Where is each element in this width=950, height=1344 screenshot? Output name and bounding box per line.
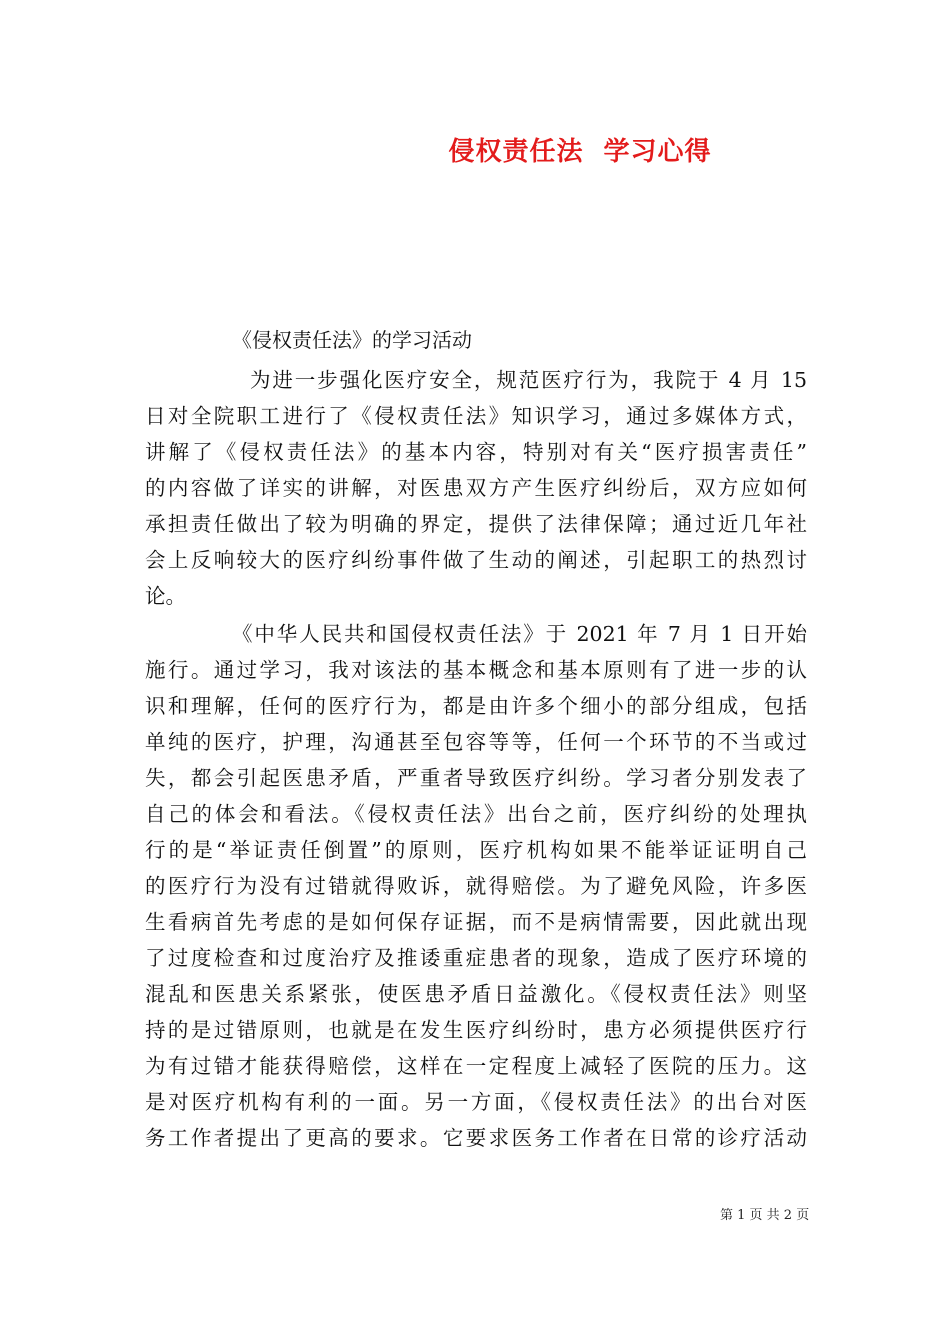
paragraph-line: 持的是过错原则，也就是在发生医疗纠纷时，患方必须提供医疗行 <box>145 1018 807 1042</box>
paragraph-line: 自己的体会和看法。《侵权责任法》出台之前，医疗纠纷的处理执 <box>145 802 807 826</box>
paragraph-line: 识和理解，任何的医疗行为，都是由许多个细小的部分组成，包括 <box>145 694 807 718</box>
paragraph-line: 论。 <box>145 584 186 608</box>
paragraph-line: 是对医疗机构有利的一面。另一方面，《侵权责任法》的出台对医 <box>145 1090 807 1114</box>
paragraph-line: 施行。通过学习，我对该法的基本概念和基本原则有了进一步的认 <box>145 658 807 682</box>
paragraph-line: 日对全院职工进行了《侵权责任法》知识学习，通过多媒体方式， <box>145 404 807 428</box>
page-title: 侵权责任法 学习心得 <box>448 137 712 167</box>
paragraph-line: 了过度检查和过度治疗及推诿重症患者的现象，造成了医疗环境的 <box>145 946 807 970</box>
paragraph-line: 生看病首先考虑的是如何保存证据，而不是病情需要，因此就出现 <box>145 910 807 934</box>
page-number: 第 1 页 共 2 页 <box>720 1208 810 1223</box>
paragraph-line: 混乱和医患关系紧张，使医患矛盾日益激化。《侵权责任法》则坚 <box>145 982 807 1006</box>
paragraph-line: 会上反响较大的医疗纠纷事件做了生动的阐述，引起职工的热烈讨 <box>145 548 807 572</box>
paragraph-line: 单纯的医疗，护理，沟通甚至包容等等，任何一个环节的不当或过 <box>145 730 807 754</box>
paragraph-line: 的医疗行为没有过错就得败诉，就得赔偿。为了避免风险，许多医 <box>145 874 807 898</box>
paragraph-line: 为有过错才能获得赔偿，这样在一定程度上减轻了医院的压力。这 <box>145 1054 807 1078</box>
paragraph-line: 承担责任做出了较为明确的界定，提供了法律保障；通过近几年社 <box>145 512 807 536</box>
paragraph-line: 行的是“举证责任倒置”的原则，医疗机构如果不能举证证明自己 <box>145 838 807 862</box>
paragraph-line: 为进一步强化医疗安全，规范医疗行为，我院于 4 月 15 <box>250 368 807 392</box>
paragraph-line: 《中华人民共和国侵权责任法》于 2021 年 7 月 1 日开始 <box>232 622 807 646</box>
paragraph-line: 的内容做了详实的讲解，对医患双方产生医疗纠纷后，双方应如何 <box>145 476 807 500</box>
paragraph-line: 讲解了《侵权责任法》的基本内容，特别对有关“医疗损害责任” <box>145 440 807 464</box>
section-subtitle: 《侵权责任法》的学习活动 <box>232 328 472 352</box>
paragraph-line: 失，都会引起医患矛盾，严重者导致医疗纠纷。学习者分别发表了 <box>145 766 807 790</box>
paragraph-line: 务工作者提出了更高的要求。它要求医务工作者在日常的诊疗活动 <box>145 1126 807 1150</box>
